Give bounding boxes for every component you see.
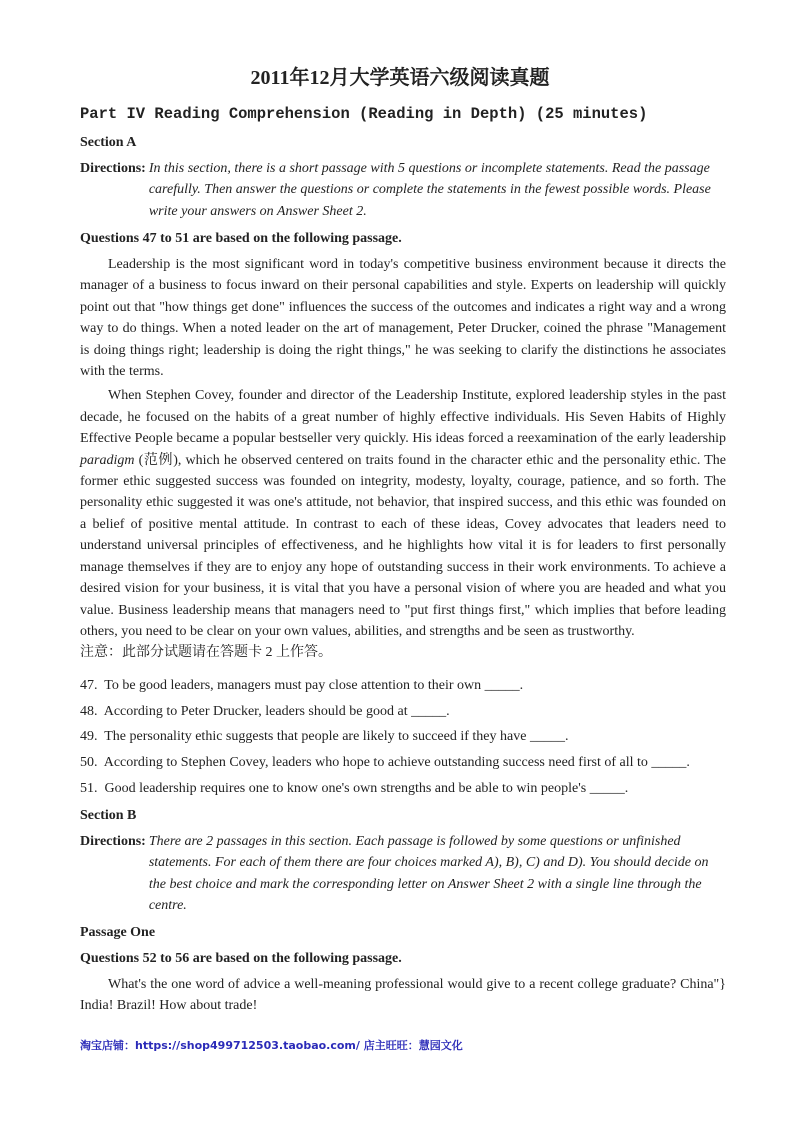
document-title: 2011年12月大学英语六级阅读真题 <box>250 67 550 89</box>
questions-intro-b: Questions 52 to 56 are based on the following passage. <box>80 951 402 966</box>
part-heading: Part IV Reading Comprehension (Reading in Depth) (25 minutes) <box>80 105 648 123</box>
questions-intro-a: Questions 47 to 51 are based on the following passage. <box>80 231 402 246</box>
passage-b-paragraph-1: What's the one word of advice a well-meaning professional would give to a recent college graduate? China"} India! Brazil! How about trade! <box>80 977 726 1014</box>
question-51: 51. Good leadership requires one to know one's own strengths and be able to win people's _____. <box>80 781 629 796</box>
directions-label: Directions: <box>80 834 146 849</box>
question-49: 49. The personality ethic suggests that people are likely to succeed if they have _____. <box>80 729 569 744</box>
section-b-heading: Section B <box>80 808 137 823</box>
passage-a-body <box>80 254 726 664</box>
paradigm-term: paradigm <box>80 452 135 468</box>
section-a-heading: Section A <box>80 135 137 150</box>
passage-a-paragraph-2: When Stephen Covey, founder and director of the Leadership Institute, explored leadership styles in the past decade, he focused on the habits of a great number of highly effective individuals. His Seven Habits of Highly Effective People became a popular bestseller very quickly. His ideas forced a reexamination of the early leadership paradigm (范例), which he observed centered on traits found in the character ethic and the personality ethic. The former ethic suggested success was founded on integrity, modesty, loyalty, courage, patience, and so forth. The personality ethic suggested it was one's attitude, not behavior, that inspired success, and this ethic was founded on a belief of positive mental attitude. In contrast to each of these ideas, Covey advocates that leaders need to understand universal principles of effectiveness, and he highlights how vital it is for leaders to first personally manage themselves if they are to enjoy any hope of outstanding success in their work environments. To achieve a desired vision for your business, it is vital that you have a personal vision of where you are headed and what you value. Business leadership means that managers need to "put first things first," which implies that before leading others, you need to be clear on your own values, abilities, and strengths and be seen as trustworthy. <box>80 388 726 639</box>
directions-text: There are 2 passages in this section. Each passage is followed by some questions or unfinished statements. For each of them there are four choices marked A), B), C) and D). You should decide on the best choice and mark the corresponding letter on Answer Sheet 2 with a single line through the centre. <box>148 834 709 914</box>
section-b-directions <box>80 831 726 917</box>
footer-shop-link[interactable]: 淘宝店铺：https://shop499712503.taobao.com/ 店主旺旺：慧园文化 <box>80 1039 463 1052</box>
passage-one-heading: Passage One <box>80 925 156 940</box>
passage-b-body <box>80 974 726 1017</box>
question-47: 47. To be good leaders, managers must pay close attention to their own _____. <box>80 678 524 693</box>
answer-sheet-note: 注意：此部分试题请在答题卡 2 上作答。 <box>80 645 332 661</box>
question-48: 48. According to Peter Drucker, leaders should be good at _____. <box>80 704 450 719</box>
directions-label: Directions: <box>80 161 146 176</box>
directions-text: In this section, there is a short passage with 5 questions or incomplete statements. Read the passage carefully. Then answer the questions or complete the statements in the fewest possible words. Please write your answers on Answer Sheet 2. <box>148 161 711 219</box>
section-a-directions <box>80 158 726 222</box>
question-50: 50. According to Stephen Covey, leaders who hope to achieve outstanding success need first of all to _____. <box>80 755 690 770</box>
passage-a-paragraph-1: Leadership is the most significant word in today's competitive business environment because it directs the manager of a business to focus inward on their personal capabilities and style. Experts on leadership will quickly point out that "how things get done" influences the success of the outcomes and indicates a right way and a wrong way to do things. When a noted leader on the art of management, Peter Drucker, coined the phrase "Management is doing things right; leadership is doing the right things," he was seeking to clarify the distinctions he associates with the terms. <box>80 257 726 380</box>
